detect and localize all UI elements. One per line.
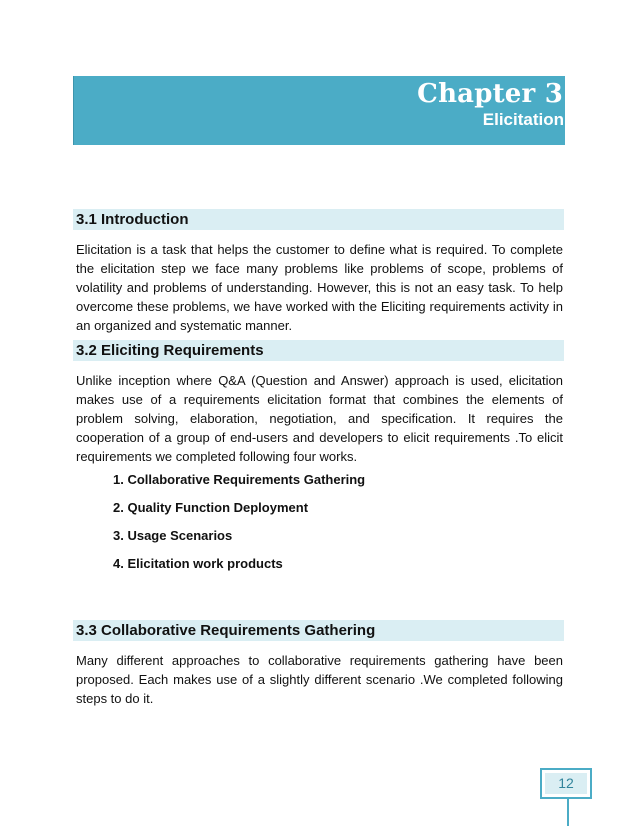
list-item: 1. Collaborative Requirements Gathering	[113, 472, 366, 487]
chapter-subtitle: Elicitation	[482, 110, 564, 129]
section-heading-collaborative-requirements: 3.3 Collaborative Requirements Gathering	[73, 620, 564, 641]
chapter-title: Chapter 3	[417, 79, 563, 109]
paragraph-eliciting-requirements: Unlike inception where Q&A (Question and Answer) approach is used, elicitation makes use of a requirements elicitation format that combines the elements of problem solving, elaboration, negotiation, and specification. It requires the cooperation of a group of end-users and developers to elicit requirements .To elicit requirements we completed following four works.	[76, 373, 563, 464]
elicitation-works-list	[113, 471, 365, 583]
page-number: 12	[545, 773, 587, 794]
list-item: 2. Quality Function Deployment	[113, 500, 309, 515]
section-heading-eliciting-requirements: 3.2 Eliciting Requirements	[73, 340, 564, 361]
chapter-banner	[73, 76, 565, 145]
page-number-box	[540, 768, 592, 799]
list-item: 4. Elicitation work products	[113, 556, 283, 571]
paragraph-introduction: Elicitation is a task that helps the customer to define what is required. To complete the elicitation step we face many problems like problems of scope, problems of volatility and problems of understanding. However, this is not an easy task. To help overcome these problems, we have worked with the Eliciting requirements activity in an organized and systematic manner.	[76, 242, 563, 333]
list-item: 3. Usage Scenarios	[113, 528, 233, 543]
page-number-stem	[567, 799, 569, 826]
paragraph-collaborative-requirements: Many different approaches to collaborative requirements gathering have been proposed. Each makes use of a slightly different scenario .We completed following steps to do it.	[76, 653, 563, 706]
section-heading-introduction: 3.1 Introduction	[73, 209, 564, 230]
